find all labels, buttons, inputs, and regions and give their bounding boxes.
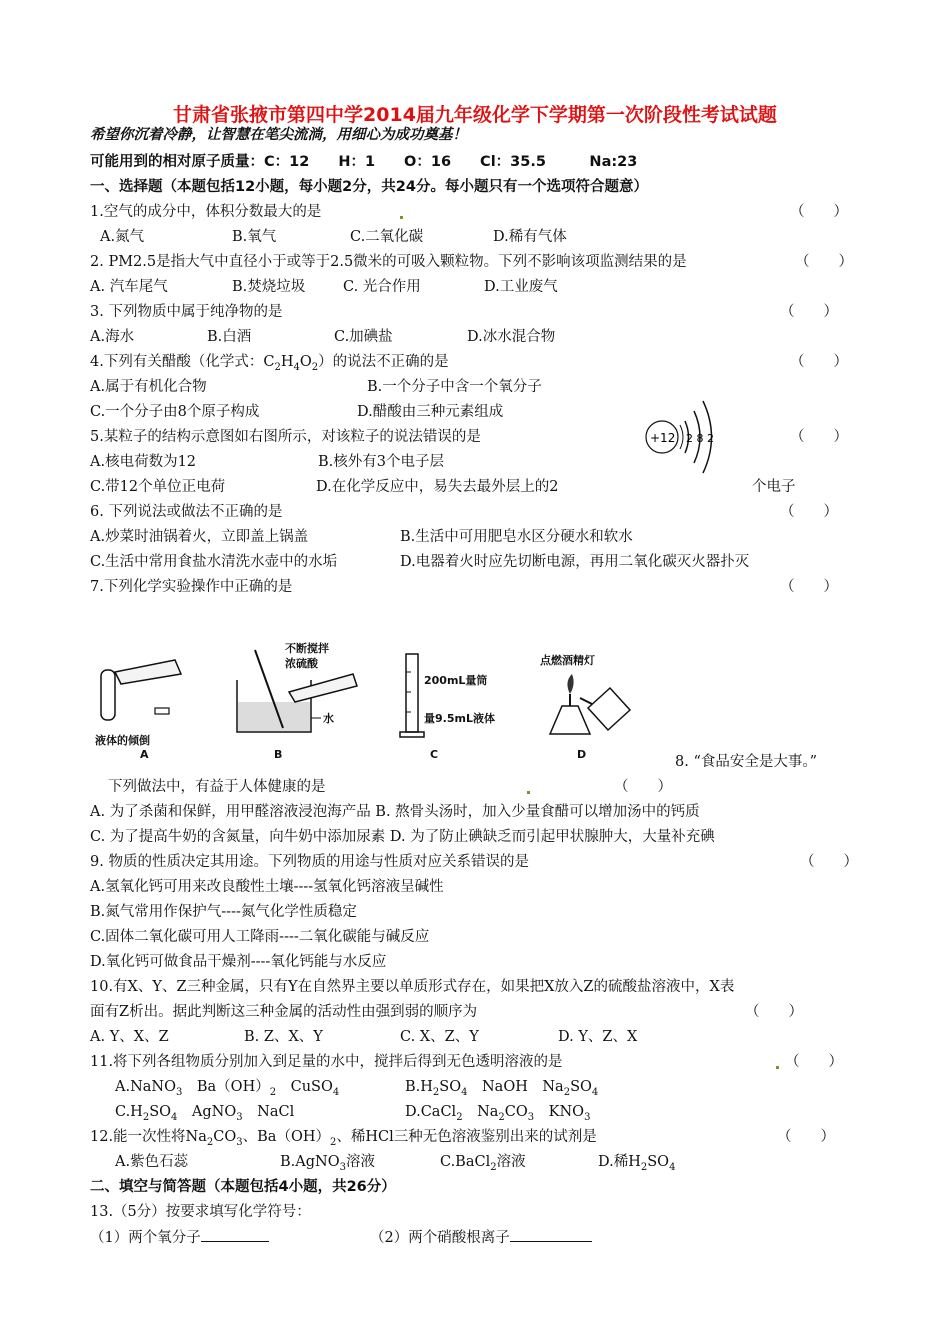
q6-option-a: A.炒菜时油锅着火，立即盖上锅盖: [90, 529, 309, 545]
q8-options-cd: C. 为了提高牛奶的含氮量，向牛奶中添加尿素 D. 为了防止碘缺乏而引起甲状腺肿大，大量补充碘: [90, 829, 715, 845]
q5-option-b: B.核外有3个电子层: [318, 454, 444, 470]
q12-option-d: D.稀$H_2SO_4$: [598, 1154, 676, 1173]
page-title: 甘肃省张掖市第四中学2014届九年级化学下学期第一次阶段性考试试题: [173, 104, 777, 126]
q13-part1: （1）两个氧分子: [90, 1227, 269, 1248]
q8-options-ab: A. 为了杀菌和保鲜，用甲醛溶液浸泡海产品 B. 熬骨头汤时，加入少量食醋可以增加汤中的钙质: [90, 804, 700, 820]
scan-dot: [776, 1066, 779, 1069]
figure-b-label-water: 水: [323, 712, 334, 725]
q8-answer-paren: （ ）: [614, 779, 672, 795]
q1-stem: 1.空气的成分中，体积分数最大的是: [90, 204, 322, 220]
q10-option-a: A. Y、X、Z: [90, 1029, 169, 1045]
figure-c-label-volume: 量9.5mL液体: [424, 712, 495, 725]
q12-stem: 12.能一次性将$Na_2CO_3$、$Ba(OH)_2$、稀HCl三种无色溶液鉴别出来的试剂是: [90, 1129, 597, 1148]
q12-option-c: C.BaCl$_2$溶液: [440, 1154, 526, 1173]
beaker-water: [238, 702, 310, 731]
q1-option-c: C.二氧化碳: [350, 229, 424, 245]
bottle-stopper: [155, 708, 169, 714]
q9-answer-paren: （ ）: [800, 854, 858, 870]
q1-option-a: A.氮气: [100, 229, 145, 245]
q11-option-d: D.CaCl$_2$ $Na_2CO_3$ $KNO_3$: [405, 1104, 591, 1123]
q10-stem-line1: 10.有X、Y、Z三种金属，只有Y在自然界主要以单质形式存在，如果把X放入Z的硫酸盐溶液中，X表: [90, 979, 735, 995]
figure-c-label-cylinder: 200mL量筒: [424, 674, 488, 687]
q1-answer-paren: （ ）: [790, 204, 848, 220]
figure-a-caption: 液体的倾倒: [95, 734, 150, 747]
q11-stem: 11.将下列各组物质分别加入到足量的水中，搅拌后得到无色透明溶液的是: [90, 1054, 563, 1070]
q9-option-c: C.固体二氧化碳可用人工降雨----二氧化碳能与碱反应: [90, 929, 430, 945]
tilted-wick: [580, 698, 592, 704]
alcohol-lamp-tilted: [588, 688, 630, 730]
figure-d-lamps: [540, 668, 640, 740]
q10-option-d: D. Y、Z、X: [558, 1029, 638, 1045]
q12-option-b: B.AgNO$_3$溶液: [280, 1154, 375, 1173]
q4-option-b: B.一个分子中含一个氧分子: [367, 379, 542, 395]
q4-option-d: D.醋酸由三种元素组成: [357, 404, 504, 420]
atom-structure-diagram: [630, 395, 740, 475]
flame: [567, 674, 573, 694]
q6-option-c: C.生活中常用食盐水清洗水壶中的水垢: [90, 554, 338, 570]
figure-a-letter: A: [140, 748, 149, 761]
q10-answer-paren: （ ）: [745, 1004, 803, 1020]
q9-stem: 9. 物质的性质决定其用途。下列物质的用途与性质对应关系错误的是: [90, 854, 529, 870]
figure-c-letter: C: [430, 748, 439, 761]
q5-option-a: A.核电荷数为12: [90, 454, 197, 470]
section-2-heading: 二、填空与简答题（本题包括4小题，共26分）: [90, 1179, 396, 1195]
q5-option-c: C.带12个单位正电荷: [90, 479, 226, 495]
q3-option-b: B.白酒: [207, 329, 252, 345]
q9-option-d: D.氧化钙可做食品干燥剂----氧化钙能与水反应: [90, 954, 387, 970]
q3-option-c: C.加碘盐: [334, 329, 393, 345]
q3-stem: 3. 下列物质中属于纯净物的是: [90, 304, 283, 320]
q4-stem: 4.下列有关醋酸（化学式：$C_2H_4O_2$）的说法不正确的是: [90, 354, 449, 373]
q13-stem: 13.（5分）按要求填写化学符号：: [90, 1204, 311, 1220]
q4-answer-paren: （ ）: [790, 354, 848, 370]
q1-option-d: D.稀有气体: [493, 229, 567, 245]
q8-stem-tail: 下列做法中，有益于人体健康的是: [108, 779, 326, 795]
shell-electrons: 2 8 2: [686, 432, 714, 445]
figure-d-label: 点燃酒精灯: [540, 654, 595, 667]
figure-b-label-stir: 不断搅拌: [285, 642, 329, 655]
q6-stem: 6. 下列说法或做法不正确的是: [90, 504, 283, 520]
figure-a-pouring: [95, 650, 195, 730]
q2-option-b: B.焚烧垃圾: [232, 279, 306, 295]
q5-option-d: D.在化学反应中，易失去最外层上的2: [316, 479, 559, 495]
section-1-heading: 一、选择题（本题包括12小题，每小题2分，共24分。每小题只有一个选项符合题意）: [90, 179, 648, 195]
cylinder-body: [406, 654, 418, 732]
figure-c-cylinder: [398, 652, 428, 740]
q8-stem-head: 8. “食品安全是大事。”: [675, 754, 818, 770]
q6-option-d: D.电器着火时应先切断电源，再用二氧化碳灭火器扑灭: [400, 554, 750, 570]
acid-bottle: [289, 674, 357, 702]
scan-dot: [400, 216, 403, 219]
figure-d-letter: D: [577, 748, 587, 761]
scan-dot: [527, 791, 530, 794]
q10-option-c: C. X、Z、Y: [400, 1029, 479, 1045]
q2-answer-paren: （ ）: [795, 254, 853, 270]
motto: 希望你沉着冷静，让智慧在笔尖流淌，用细心为成功奠基！: [90, 127, 467, 143]
q3-option-d: D.冰水混合物: [467, 329, 556, 345]
q7-answer-paren: （ ）: [780, 579, 838, 595]
alcohol-lamp-left: [550, 706, 590, 734]
q13-part2: （2）两个硝酸根离子: [370, 1227, 592, 1248]
q2-stem: 2. PM2.5是指大气中直径小于或等于2.5微米的可吸入颗粒物。下列不影响该项监测结果的是: [90, 254, 687, 270]
q2-option-d: D.工业废气: [484, 279, 558, 295]
q10-stem-line2: 面有Z析出。据此判断这三种金属的活动性由强到弱的顺序为: [90, 1004, 478, 1020]
q2-option-a: A. 汽车尾气: [90, 279, 168, 295]
figure-b-letter: B: [274, 748, 283, 761]
q2-option-c: C. 光合作用: [343, 279, 421, 295]
q7-stem: 7.下列化学实验操作中正确的是: [90, 579, 293, 595]
q5-option-d-tail: 个电子: [752, 479, 796, 495]
test-tube: [101, 670, 115, 720]
q3-option-a: A.海水: [90, 329, 135, 345]
q4-option-a: A.属于有机化合物: [90, 379, 207, 395]
q1-option-b: B.氧气: [232, 229, 277, 245]
atomic-masses: 可能用到的相对原子质量：C：12 H：1 O：16 Cl：35.5 Na:23: [90, 154, 638, 170]
q6-option-b: B.生活中可用肥皂水区分硬水和软水: [400, 529, 633, 545]
q12-option-a: A.紫色石蕊: [115, 1154, 189, 1170]
shell-arc-0: [680, 425, 683, 449]
q5-stem: 5.某粒子的结构示意图如右图所示，对该粒子的说法错误的是: [90, 429, 481, 445]
q11-option-a: A.NaNO$_3$ $Ba(OH)_2$ CuSO$_4$: [115, 1079, 340, 1098]
cylinder-base: [400, 732, 424, 737]
answer-blank[interactable]: [510, 1227, 592, 1242]
q10-option-b: B. Z、X、Y: [244, 1029, 323, 1045]
q9-option-b: B.氮气常用作保护气----氮气化学性质稳定: [90, 904, 357, 920]
q6-answer-paren: （ ）: [780, 504, 838, 520]
q12-answer-paren: （ ）: [777, 1129, 835, 1145]
q11-answer-paren: （ ）: [785, 1054, 843, 1070]
reagent-bottle: [115, 660, 181, 684]
nucleus-charge: +12: [650, 431, 676, 445]
q3-answer-paren: （ ）: [780, 304, 838, 320]
answer-blank[interactable]: [201, 1227, 269, 1242]
q11-option-c: $C.H_2SO_4$ AgNO$_3$ NaCl: [115, 1104, 295, 1123]
figure-b-label-acid: 浓硫酸: [285, 657, 318, 670]
q4-option-c: C.一个分子由8个原子构成: [90, 404, 260, 420]
q9-option-a: A.氢氧化钙可用来改良酸性土壤----氢氧化钙溶液呈碱性: [90, 879, 444, 895]
q11-option-b: $B.H_2SO_4$ NaOH $Na_2SO_4$: [405, 1079, 599, 1098]
q5-answer-paren: （ ）: [790, 429, 848, 445]
